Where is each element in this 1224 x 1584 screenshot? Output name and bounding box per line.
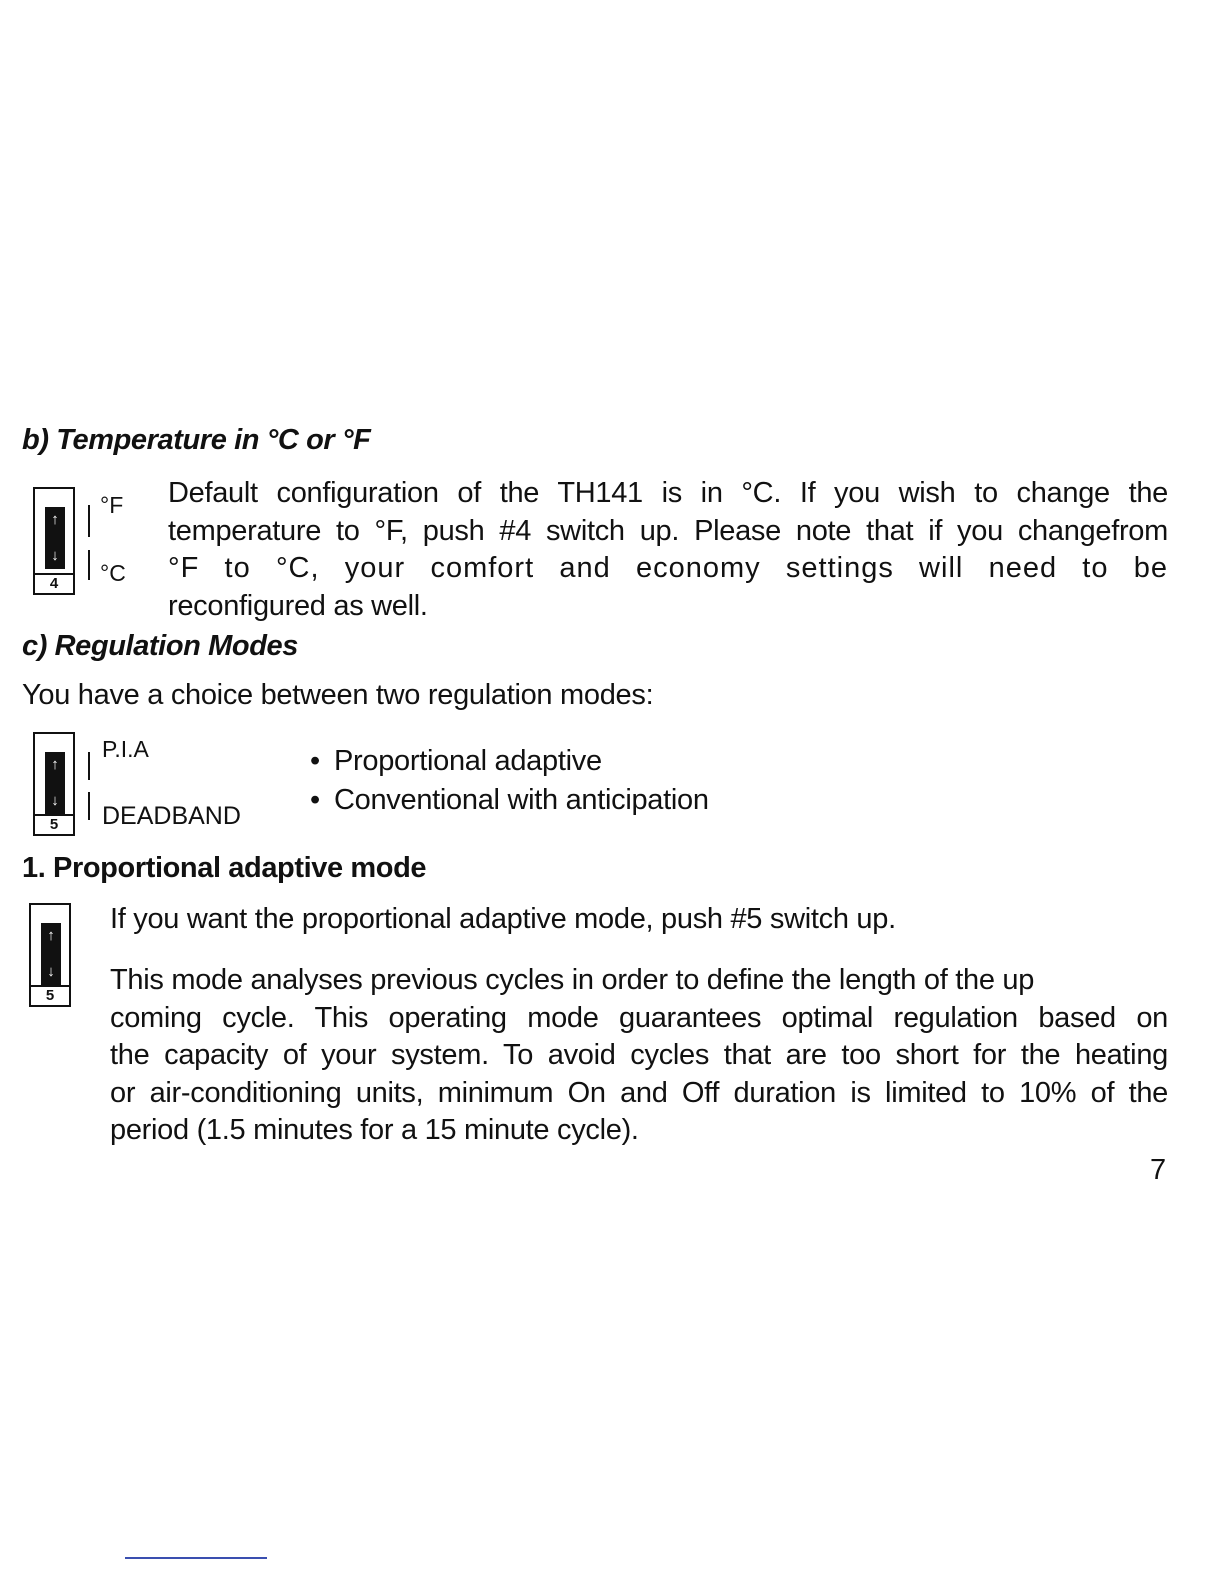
label-deadband: DEADBAND [102,802,241,830]
section-c-intro: You have a choice between two regulation modes: [22,679,654,711]
label-celsius: °C [100,560,126,586]
page-number: 7 [1150,1154,1166,1186]
text-line: coming cycle. This operating mode guarantees optimal regulation based on [110,1001,1168,1034]
text-line: the capacity of your system. To avoid cycles that are too short for the heating [110,1039,1168,1071]
list-item: • Conventional with anticipation [310,784,709,816]
section-1-paragraph [110,962,1168,1150]
switch-number: 5 [35,814,73,834]
arrow-down-icon: ↓ [47,963,55,980]
arrow-up-icon: ↑ [51,756,59,773]
arrow-up-icon: ↑ [47,927,55,944]
section-1-heading: 1. Proportional adaptive mode [22,852,427,884]
switch-number: 5 [31,985,69,1005]
section-b-text [168,475,1168,625]
text-line: reconfigured as well. [168,589,428,622]
list-item: • Proportional adaptive [310,745,602,777]
text-line: or air-conditioning units, minimum On and Off duration is limited to 10% of the [110,1076,1168,1109]
mode-bullet-list [310,742,709,820]
arrow-up-icon: ↑ [51,511,59,528]
text-line: period (1.5 minutes for a 15 minute cycle). [110,1114,639,1146]
section-1-instruction: If you want the proportional adaptive mode, push #5 switch up. [110,903,896,935]
text-line: °F to °C, your comfort and economy settings will need to be [168,552,1168,584]
text-line: This mode analyses previous cycles in order to define the length of the up [110,964,1035,996]
section-c-heading: c) Regulation Modes [22,630,298,662]
switch-number: 4 [35,573,73,593]
footer-rule [125,1557,267,1559]
text-line: Default configuration of the TH141 is in °C. If you wish to change the [168,477,1168,509]
label-fahrenheit: °F [100,492,124,518]
arrow-down-icon: ↓ [51,792,59,809]
arrow-down-icon: ↓ [51,547,59,564]
text-line: temperature to °F, push #4 switch up. Please note that if you changefrom [168,514,1168,547]
label-pia: P.I.A [102,736,149,762]
section-b-heading: b) Temperature in °C or °F [22,424,371,456]
